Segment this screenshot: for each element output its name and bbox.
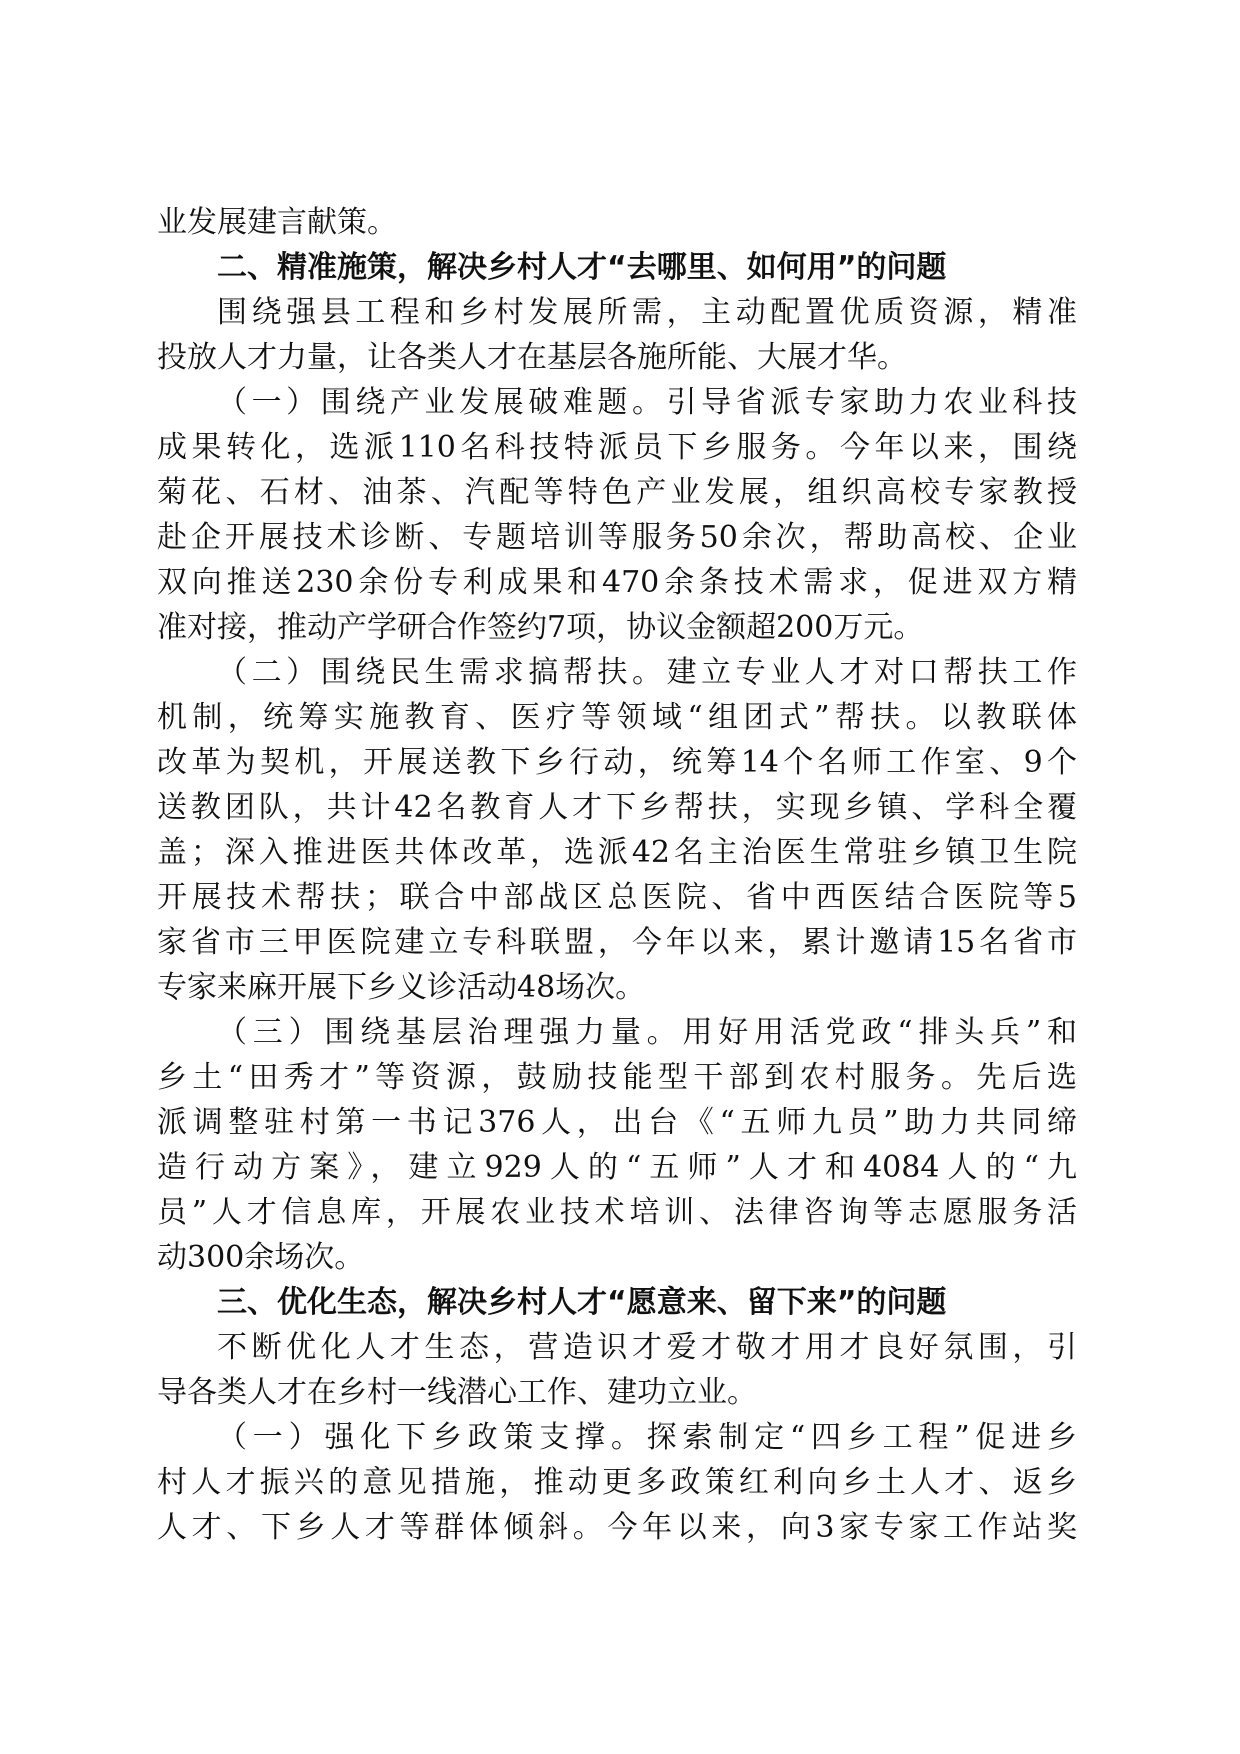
subsection-text: 建立专业人才对口帮扶工作 [666,655,1078,690]
document-body [157,200,1077,1550]
subsection-line [157,380,1077,425]
subsection-line [157,1010,1077,1055]
paragraph-line: 派调整驻村第一书记376人，出台《“五师九员”助力共同缔 [157,1105,1077,1140]
paragraph-line: 动300余场次。 [157,1240,365,1275]
paragraph-line: 准对接，推动产学研合作签约7项，协议金额超200万元。 [157,610,924,645]
paragraph-line: 双向推送230余份专利成果和470余条技术需求，促进双方精 [157,565,1077,600]
subsection-line [157,1415,1077,1460]
paragraph-line: 不断优化人才生态，营造识才爱才敬才用才良好氛围，引 [217,1330,1077,1365]
subsection-text: 用好用活党政“排头兵”和 [682,1015,1077,1050]
paragraph-line: 改革为契机，开展送教下乡行动，统筹14个名师工作室、9个 [157,745,1077,780]
paragraph-line: 送教团队，共计42名教育人才下乡帮扶，实现乡镇、学科全覆 [157,790,1077,825]
subsection-title: （一）强化下乡政策支撑。 [217,1420,647,1455]
paragraph-line: 导各类人才在乡村一线潜心工作、建功立业。 [157,1375,757,1410]
paragraph-line: 投放人才力量，让各类人才在基层各施所能、大展才华。 [157,340,907,375]
paragraph-line: 员”人才信息库，开展农业技术培训、法律咨询等志愿服务活 [157,1195,1077,1230]
section-heading-3: 三、优化生态，解决乡村人才“愿意来、留下来”的问题 [217,1285,947,1320]
paragraph-line: 家省市三甲医院建立专科联盟，今年以来，累计邀请15名省市 [157,925,1077,960]
paragraph-line: 盖；深入推进医共体改革，选派42名主治医生常驻乡镇卫生院 [157,835,1077,870]
section-heading-2: 二、精准施策，解决乡村人才“去哪里、如何用”的问题 [217,250,947,285]
subsection-title: （二）围绕民生需求搞帮扶。 [217,655,667,690]
paragraph-line: 开展技术帮扶；联合中部战区总医院、省中西医结合医院等5 [157,880,1077,915]
paragraph-line: 造行动方案》，建立929人的“五师”人才和4084人的“九 [157,1150,1077,1185]
subsection-line [157,650,1077,695]
paragraph-line: 村人才振兴的意见措施，推动更多政策红利向乡土人才、返乡 [157,1465,1077,1500]
paragraph-line: 赴企开展技术诊断、专题培训等服务50余次，帮助高校、企业 [157,520,1077,555]
paragraph-line: 机制，统筹实施教育、医疗等领域“组团式”帮扶。以教联体 [157,700,1077,735]
paragraph-line: 业发展建言献策。 [157,205,397,240]
subsection-text: 探索制定“四乡工程”促进乡 [646,1420,1077,1455]
subsection-title: （一）围绕产业发展破难题。 [217,385,667,420]
paragraph-line: 成果转化，选派110名科技特派员下乡服务。今年以来，围绕 [157,430,1077,465]
paragraph-line: 菊花、石材、油茶、汽配等特色产业发展，组织高校专家教授 [157,475,1077,510]
paragraph-line: 乡土“田秀才”等资源，鼓励技能型干部到农村服务。先后选 [157,1060,1077,1095]
paragraph-line: 围绕强县工程和乡村发展所需，主动配置优质资源，精准 [217,295,1077,330]
paragraph-line: 人才、下乡人才等群体倾斜。今年以来，向3家专家工作站奖 [157,1510,1077,1545]
paragraph-line: 专家来麻开展下乡义诊活动48场次。 [157,970,646,1005]
subsection-text: 引导省派专家助力农业科技 [666,385,1078,420]
subsection-title: （三）围绕基层治理强力量。 [217,1015,683,1050]
